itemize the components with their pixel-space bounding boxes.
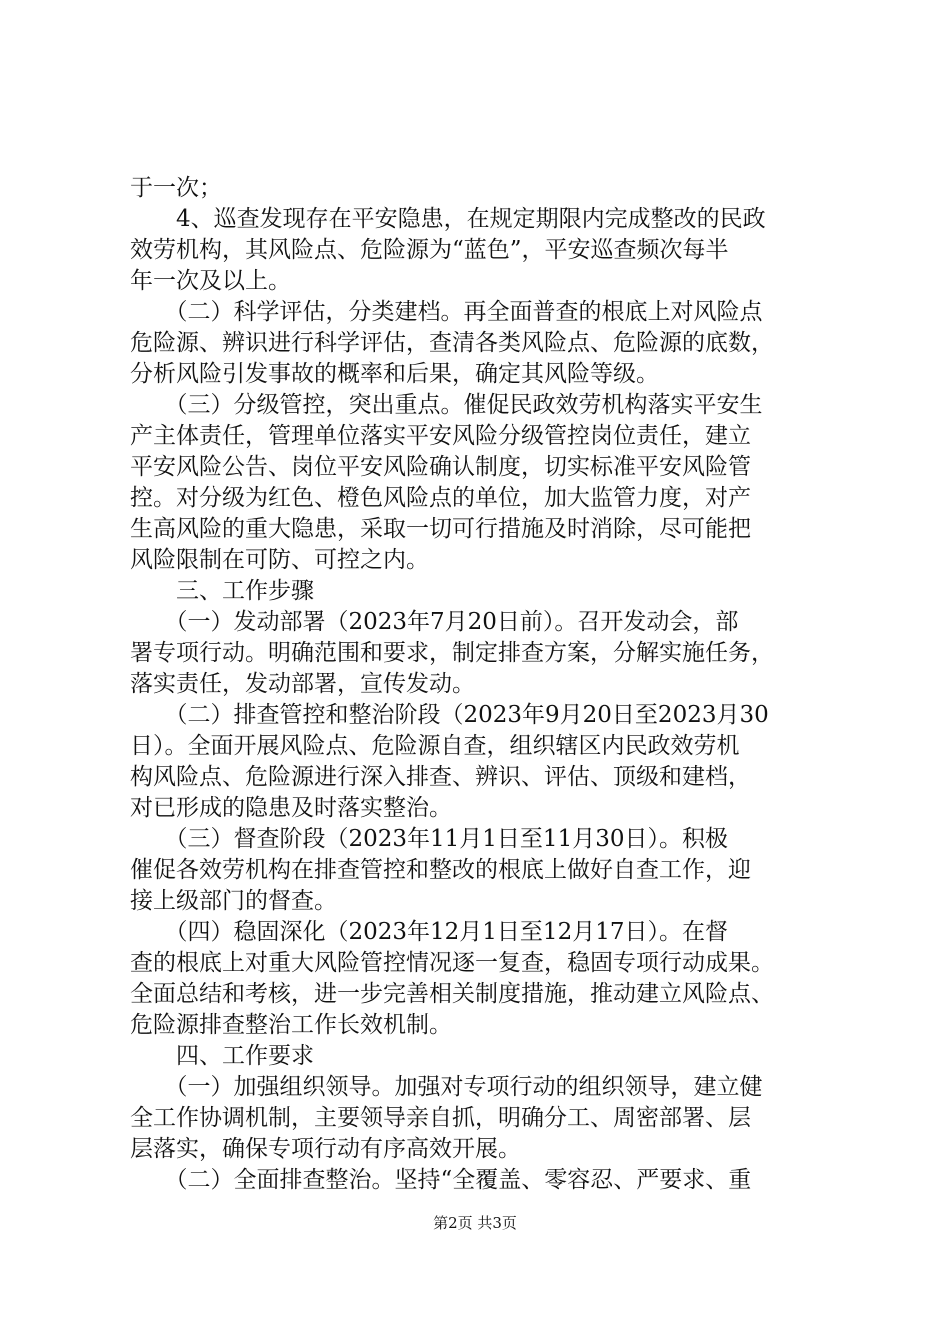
- text-line: （二）全面排查整治。坚持“全覆盖、零容忍、严要求、重: [130, 1167, 752, 1193]
- page-footer: [0, 1213, 950, 1233]
- text-line: 署专项行动。明确范围和要求，制定排查方案，分解实施任务，: [130, 640, 774, 666]
- text-line: 于一次；: [130, 175, 222, 201]
- text-line: 4、巡查发现存在平安隐患，在规定期限内完成整改的民政: [130, 206, 766, 232]
- text-line: 落实责任，发动部署，宣传发动。: [130, 671, 475, 697]
- text-line: （四）稳固深化（2023年12月1日至12月17日）。在督: [130, 919, 728, 945]
- section-heading: 三、工作步骤: [130, 578, 314, 604]
- text-line: 构风险点、危险源进行深入排查、辨识、评估、顶级和建档，: [130, 764, 751, 790]
- section-heading: 四、工作要求: [130, 1043, 314, 1069]
- text-line: 生高风险的重大隐患，采取一切可行措施及时消除，尽可能把: [130, 516, 751, 542]
- text-line: 对已形成的隐患及时落实整治。: [130, 795, 452, 821]
- text-line: 产主体责任，管理单位落实平安风险分级管控岗位责任，建立: [130, 423, 751, 449]
- text-line: 催促各效劳机构在排查管控和整改的根底上做好自查工作，迎: [130, 857, 751, 883]
- text-line: （一）发动部署（2023年7月20日前）。召开发动会，部: [130, 609, 739, 635]
- text-line: （三）督查阶段（2023年11月1日至11月30日）。积极: [130, 826, 728, 852]
- text-line: （二）科学评估，分类建档。再全面普查的根底上对风险点: [130, 299, 763, 325]
- text-line: 日）。全面开展风险点、危险源自查，组织辖区内民政效劳机: [130, 733, 740, 759]
- text-line: 平安风险公告、岗位平安风险确认制度，切实标准平安风险管: [130, 454, 751, 480]
- text-line: 层落实，确保专项行动有序高效开展。: [130, 1136, 521, 1162]
- text-line: 全工作协调机制，主要领导亲自抓，明确分工、周密部署、层: [130, 1105, 751, 1131]
- text-line: （三）分级管控，突出重点。催促民政效劳机构落实平安生: [130, 392, 763, 418]
- text-line: 控。对分级为红色、橙色风险点的单位，加大监管力度，对产: [130, 485, 751, 511]
- text-line: 危险源排查整治工作长效机制。: [130, 1012, 452, 1038]
- text-line: 年一次及以上。: [130, 268, 291, 294]
- text-line: 查的根底上对重大风险管控情况逐一复查，稳固专项行动成果。: [130, 950, 774, 976]
- text-line: 危险源、辨识进行科学评估，查清各类风险点、危险源的底数，: [130, 330, 774, 356]
- text-line: （二）排查管控和整治阶段（2023年9月20日至2023月30: [130, 702, 769, 728]
- text-line: 分析风险引发事故的概率和后果，确定其风险等级。: [130, 361, 659, 387]
- text-line: 接上级部门的督查。: [130, 888, 337, 914]
- text-line: 全面总结和考核，进一步完善相关制度措施，推动建立风险点、: [130, 981, 774, 1007]
- page-number-label: 第2页 共3页: [433, 1214, 517, 1232]
- text-line: 效劳机构，其风险点、危险源为“蓝色”，平安巡查频次每半: [130, 237, 729, 263]
- text-line: 风险限制在可防、可控之内。: [130, 547, 429, 573]
- document-body: [130, 173, 830, 1196]
- text-line: （一）加强组织领导。加强对专项行动的组织领导，建立健: [130, 1074, 763, 1100]
